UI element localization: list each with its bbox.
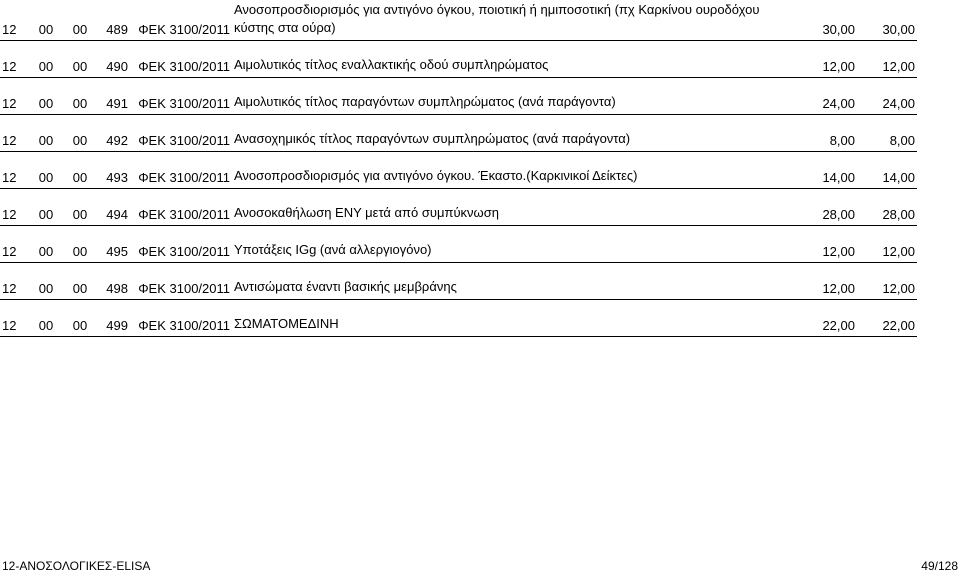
col-group: 12 — [0, 151, 30, 188]
footer-page-number: 49/128 — [921, 559, 958, 573]
col-price-2: 24,00 — [857, 77, 917, 114]
col-fek: ΦΕΚ 3100/2011 — [130, 188, 232, 225]
col-group: 12 — [0, 299, 30, 336]
col-description: Ανοσοκαθήλωση ΕΝΥ μετά από συμπύκνωση — [232, 188, 797, 225]
col-price-2: 12,00 — [857, 225, 917, 262]
col-sub2: 00 — [62, 225, 98, 262]
footer-section-title: 12-ΑΝΟΣΟΛΟΓΙΚΕΣ-ELISA — [2, 559, 151, 573]
col-sub1: 00 — [30, 188, 62, 225]
col-sub1: 00 — [30, 114, 62, 151]
col-price-1: 30,00 — [797, 0, 857, 40]
col-sub2: 00 — [62, 299, 98, 336]
table-row — [0, 40, 917, 77]
col-description: Αντισώματα έναντι βασικής μεμβράνης — [232, 262, 797, 299]
col-price-1: 22,00 — [797, 299, 857, 336]
col-fek: ΦΕΚ 3100/2011 — [130, 114, 232, 151]
col-price-2: 22,00 — [857, 299, 917, 336]
col-price-1: 14,00 — [797, 151, 857, 188]
col-group: 12 — [0, 188, 30, 225]
col-fek: ΦΕΚ 3100/2011 — [130, 151, 232, 188]
col-sub2: 00 — [62, 151, 98, 188]
col-group: 12 — [0, 225, 30, 262]
col-code: 492 — [98, 114, 130, 151]
table-row — [0, 262, 917, 299]
col-sub1: 00 — [30, 40, 62, 77]
col-price-1: 8,00 — [797, 114, 857, 151]
col-sub1: 00 — [30, 0, 62, 40]
col-price-2: 12,00 — [857, 40, 917, 77]
col-group: 12 — [0, 40, 30, 77]
col-price-2: 12,00 — [857, 262, 917, 299]
col-group: 12 — [0, 114, 30, 151]
col-price-1: 24,00 — [797, 77, 857, 114]
col-description: Αιμολυτικός τίτλος εναλλακτικής οδού συμπληρώματος — [232, 40, 797, 77]
table-row — [0, 114, 917, 151]
col-sub2: 00 — [62, 114, 98, 151]
col-sub1: 00 — [30, 151, 62, 188]
table-row — [0, 151, 917, 188]
col-description: Ανοσοπροσδιορισμός για αντιγόνο όγκου, ποιοτική ή ημιποσοτική (πχ Καρκίνου ουροδόχου κύστης στα ούρα) — [232, 0, 797, 40]
col-description: Ανασοχημικός τίτλος παραγόντων συμπληρώματος (ανά παράγοντα) — [232, 114, 797, 151]
col-group: 12 — [0, 77, 30, 114]
col-price-1: 12,00 — [797, 40, 857, 77]
col-price-2: 30,00 — [857, 0, 917, 40]
col-fek: ΦΕΚ 3100/2011 — [130, 40, 232, 77]
col-price-1: 12,00 — [797, 262, 857, 299]
col-fek: ΦΕΚ 3100/2011 — [130, 77, 232, 114]
col-code: 490 — [98, 40, 130, 77]
table-row — [0, 225, 917, 262]
table-row — [0, 77, 917, 114]
col-code: 495 — [98, 225, 130, 262]
col-description: Υποτάξεις IGg (ανά αλλεργιογόνο) — [232, 225, 797, 262]
col-code: 494 — [98, 188, 130, 225]
col-code: 491 — [98, 77, 130, 114]
col-price-2: 8,00 — [857, 114, 917, 151]
col-sub2: 00 — [62, 77, 98, 114]
col-price-2: 28,00 — [857, 188, 917, 225]
col-description: Αιμολυτικός τίτλος παραγόντων συμπληρώματος (ανά παράγοντα) — [232, 77, 797, 114]
col-price-1: 12,00 — [797, 225, 857, 262]
col-fek: ΦΕΚ 3100/2011 — [130, 0, 232, 40]
col-sub1: 00 — [30, 299, 62, 336]
col-code: 493 — [98, 151, 130, 188]
col-code: 499 — [98, 299, 130, 336]
col-price-1: 28,00 — [797, 188, 857, 225]
col-group: 12 — [0, 0, 30, 40]
col-sub1: 00 — [30, 225, 62, 262]
col-fek: ΦΕΚ 3100/2011 — [130, 262, 232, 299]
table-row — [0, 299, 917, 336]
col-description: ΣΩΜΑΤΟΜΕΔΙΝΗ — [232, 299, 797, 336]
col-sub2: 00 — [62, 0, 98, 40]
col-price-2: 14,00 — [857, 151, 917, 188]
col-sub1: 00 — [30, 77, 62, 114]
col-fek: ΦΕΚ 3100/2011 — [130, 225, 232, 262]
table-row — [0, 188, 917, 225]
col-group: 12 — [0, 262, 30, 299]
col-sub2: 00 — [62, 262, 98, 299]
col-description: Ανοσοπροσδιορισμός για αντιγόνο όγκου. Έκαστο.(Καρκινικοί Δείκτες) — [232, 151, 797, 188]
table-row — [0, 0, 917, 40]
col-sub1: 00 — [30, 262, 62, 299]
col-sub2: 00 — [62, 188, 98, 225]
col-code: 498 — [98, 262, 130, 299]
col-sub2: 00 — [62, 40, 98, 77]
col-code: 489 — [98, 0, 130, 40]
col-fek: ΦΕΚ 3100/2011 — [130, 299, 232, 336]
